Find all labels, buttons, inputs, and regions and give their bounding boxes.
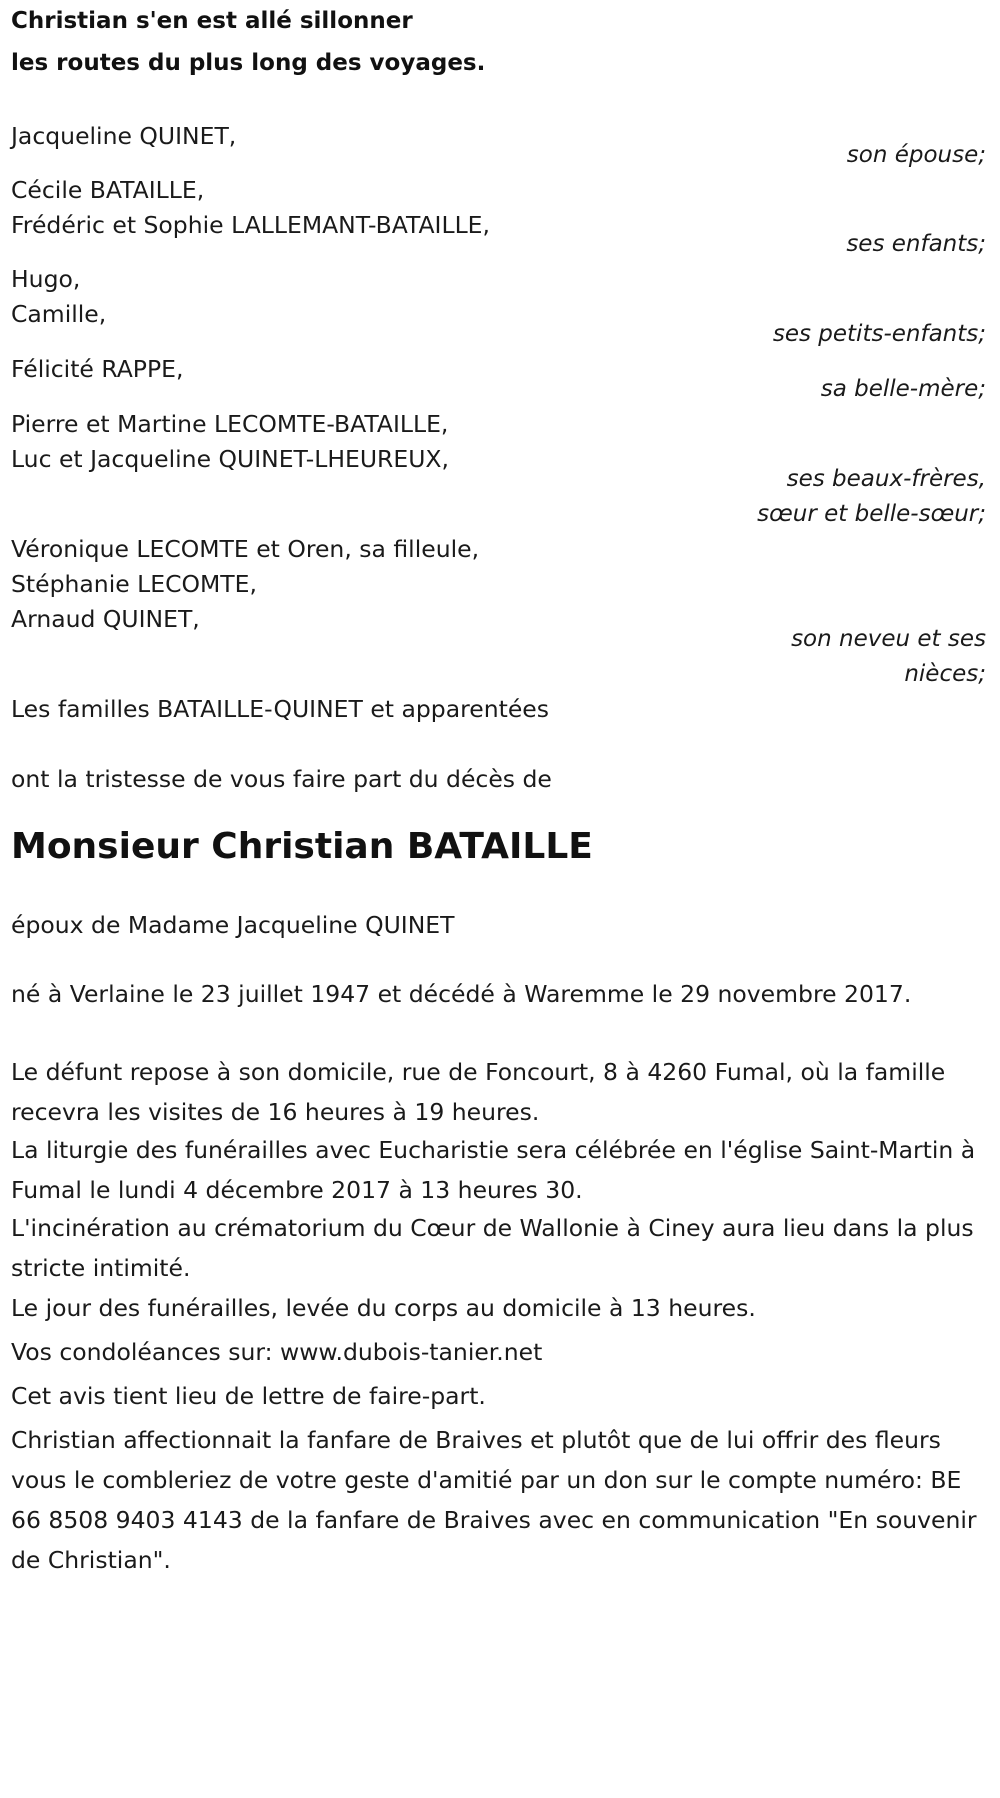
epigraph-line: Christian s'en est allé sillonner — [11, 8, 413, 34]
funeral-day-paragraph: Le jour des funérailles, levée du corps au domicile à 13 heures. — [11, 1294, 756, 1322]
family-role: son épouse; — [846, 142, 986, 168]
epigraph-line: les routes du plus long des voyages. — [11, 50, 486, 76]
family-role: son neveu et ses — [791, 626, 986, 652]
family-role: sœur et belle-sœur; — [757, 501, 986, 527]
family-name: Camille, — [11, 300, 107, 328]
announcement-text: ont la tristesse de vous faire part du décès de — [11, 765, 552, 793]
family-name: Luc et Jacqueline QUINET-LHEUREUX, — [11, 445, 449, 473]
liturgy-paragraph: La liturgie des funérailles avec Eucharistie sera célébrée en l'église Saint-Martin à Fumal le lundi 4 décembre 2017 à 13 heures 30. — [11, 1136, 976, 1204]
family-name: Pierre et Martine LECOMTE-BATAILLE, — [11, 410, 449, 438]
condolences-paragraph: Vos condoléances sur: www.dubois-tanier.net — [11, 1338, 543, 1366]
family-role: ses enfants; — [846, 231, 986, 257]
family-role: nièces; — [904, 661, 986, 687]
spouse-line: époux de Madame Jacqueline QUINET — [11, 911, 455, 939]
family-role: ses beaux-frères, — [786, 466, 986, 492]
birth-death-paragraph: né à Verlaine le 23 juillet 1947 et décédé à Waremme le 29 novembre 2017. — [11, 980, 912, 1008]
family-name: Cécile BATAILLE, — [11, 176, 205, 204]
family-name: Félicité RAPPE, — [11, 355, 184, 383]
donation-paragraph: Christian affectionnait la fanfare de Braives et plutôt que de lui offrir des fleurs vous le combleriez de votre geste d'amitié par un don sur le compte numéro: BE 66 8508 9403 4143 de la fanfare de Braives avec en communication "En souvenir de Christian". — [11, 1426, 977, 1574]
family-name: Frédéric et Sophie LALLEMANT-BATAILLE, — [11, 211, 490, 239]
family-name: Jacqueline QUINET, — [11, 122, 237, 150]
visitation-paragraph: Le défunt repose à son domicile, rue de Foncourt, 8 à 4260 Fumal, où la famille recevra les visites de 16 heures à 19 heures. — [11, 1058, 946, 1126]
family-name: Arnaud QUINET, — [11, 605, 200, 633]
cremation-paragraph: L'incinération au crématorium du Cœur de Wallonie à Ciney aura lieu dans la plus stricte intimité. — [11, 1214, 974, 1282]
deceased-name: Monsieur Christian BATAILLE — [11, 826, 593, 867]
families-line: Les familles BATAILLE-QUINET et apparentées — [11, 695, 549, 723]
family-role: sa belle-mère; — [820, 376, 986, 402]
family-name: Véronique LECOMTE et Oren, sa filleule, — [11, 535, 480, 563]
family-name: Hugo, — [11, 265, 81, 293]
family-role: ses petits-enfants; — [772, 321, 986, 347]
family-name: Stéphanie LECOMTE, — [11, 570, 257, 598]
notice-paragraph: Cet avis tient lieu de lettre de faire-part. — [11, 1382, 486, 1410]
